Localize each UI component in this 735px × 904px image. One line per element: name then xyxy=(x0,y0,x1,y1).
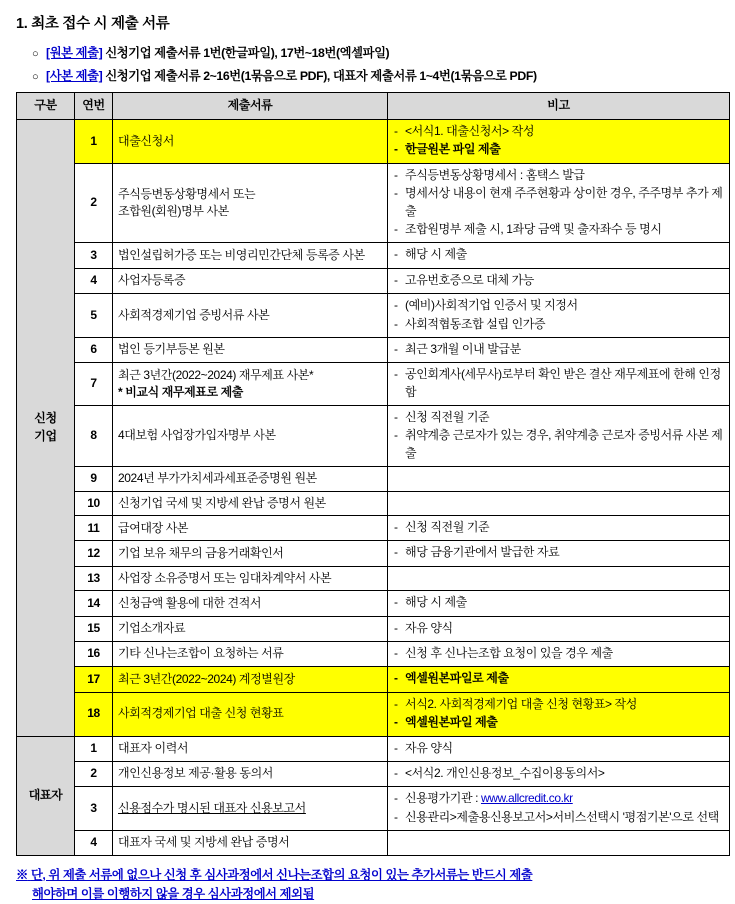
document-name-line: 최근 3년간(2022~2024) 재무제표 사본* xyxy=(118,367,314,382)
note-item: - 해당 시 제출 xyxy=(393,594,724,611)
bullet-tag: [원본 제출] xyxy=(46,46,103,60)
note-cell xyxy=(388,667,730,692)
document-name-text: 신용점수가 명시된 대표자 신용보고서 xyxy=(118,801,306,816)
document-name: 법인 등기부등본 원본 xyxy=(113,337,388,362)
bullet-item-copy xyxy=(32,66,725,84)
note-item: - <서식1. 대출신청서> 작성 xyxy=(393,123,724,140)
note-item: - 신청 후 신나는조합 요청이 있을 경우 제출 xyxy=(393,645,724,662)
table-row xyxy=(17,337,730,362)
row-number: 2 xyxy=(75,761,113,786)
note-cell xyxy=(388,294,730,338)
group-label-line: 기업 xyxy=(34,428,57,443)
document-name: 2024년 부가가치세과세표준증명원 원본 xyxy=(113,467,388,491)
note-item: - 명세서상 내용이 현재 주주현황과 상이한 경우, 주주명부 추가 제출 xyxy=(393,185,724,220)
row-number: 16 xyxy=(75,641,113,666)
document-name: 개인신용정보 제공·활용 동의서 xyxy=(113,761,388,786)
bullet-text: 신청기업 제출서류 2~16번(1묶음으로 PDF), 대표자 제출서류 1~4번(1묶음으로 PDF) xyxy=(105,69,537,83)
document-name: 기타 신나는조합이 요청하는 서류 xyxy=(113,641,388,666)
note-cell xyxy=(388,243,730,268)
document-name: 급여대장 사본 xyxy=(113,516,388,541)
note-cell xyxy=(388,641,730,666)
document-name: 기업소개자료 xyxy=(113,616,388,641)
note-cell xyxy=(388,692,730,736)
note-cell xyxy=(388,761,730,786)
table-row xyxy=(17,268,730,293)
column-header-group: 구분 xyxy=(17,93,75,120)
row-number: 9 xyxy=(75,467,113,491)
table-row xyxy=(17,541,730,566)
row-number: 2 xyxy=(75,163,113,243)
table-row xyxy=(17,616,730,641)
document-name: 대표자 이력서 xyxy=(113,736,388,761)
note-item: - 서식2. 사회적경제기업 대출 신청 현황표> 작성 xyxy=(393,696,724,713)
table-row xyxy=(17,516,730,541)
note-cell xyxy=(388,363,730,406)
row-number: 6 xyxy=(75,337,113,362)
document-name: 법인설립허가증 또는 비영리민간단체 등록증 사본 xyxy=(113,243,388,268)
note-item: - 주식등변동상황명세서 : 홈택스 발급 xyxy=(393,167,724,184)
document-name: 사업장 소유증명서 또는 임대차계약서 사본 xyxy=(113,566,388,590)
row-number: 4 xyxy=(75,831,113,855)
page-title: 1. 최초 접수 시 제출 서류 xyxy=(16,16,170,32)
table-row xyxy=(17,294,730,338)
note-item-label: 신용평가기관 : xyxy=(405,791,481,806)
column-header-document: 제출서류 xyxy=(113,93,388,120)
row-number: 7 xyxy=(75,363,113,406)
note-cell xyxy=(388,516,730,541)
bullet-tag: [사본 제출] xyxy=(46,69,103,83)
document-name: 기업 보유 채무의 금융거래확인서 xyxy=(113,541,388,566)
note-item: - 자유 양식 xyxy=(393,620,724,637)
row-number: 12 xyxy=(75,541,113,566)
group-label-representative xyxy=(17,736,75,855)
table-row xyxy=(17,120,730,164)
row-number: 8 xyxy=(75,406,113,467)
footnote-line-1: 단, 위 제출 서류에 없으나 신청 후 심사과정에서 신나는조합의 요청이 있는 추가서류는 반드시 제출 xyxy=(30,867,533,882)
group-label-line: 신청 xyxy=(34,411,57,426)
note-cell xyxy=(388,591,730,616)
row-number: 14 xyxy=(75,591,113,616)
note-item: - 해당 금융기관에서 발급한 자료 xyxy=(393,544,724,561)
note-cell xyxy=(388,616,730,641)
bullet-marker-icon: ○ xyxy=(32,71,39,83)
credit-agency-link[interactable]: www.allcredit.co.kr xyxy=(480,791,573,806)
row-number: 10 xyxy=(75,491,113,515)
row-number: 15 xyxy=(75,616,113,641)
note-item: - 해당 시 제출 xyxy=(393,246,724,263)
group-label-line: 대표자 xyxy=(28,787,63,802)
note-cell xyxy=(388,787,730,831)
note-item: - (예비)사회적기업 인증서 및 지정서 xyxy=(393,297,724,314)
note-item: - 사회적협동조합 설립 인가증 xyxy=(393,316,724,333)
table-row xyxy=(17,491,730,515)
table-row xyxy=(17,363,730,406)
note-item: - 취약계층 근로자가 있는 경우, 취약계층 근로자 증빙서류 사본 제출 xyxy=(393,427,724,462)
table-header-row xyxy=(17,93,730,120)
note-cell xyxy=(388,566,730,590)
bullet-list xyxy=(32,43,725,84)
note-cell xyxy=(388,163,730,243)
document-name xyxy=(113,363,388,406)
note-item: - 엑셀원본파일 제출 xyxy=(393,714,724,731)
footnote-line-2: 해야하며 이를 이행하지 않을 경우 심사과정에서 제외됨 xyxy=(32,886,315,901)
note-item: - 고유번호증으로 대체 가능 xyxy=(393,272,724,289)
document-name: 사회적경제기업 대출 신청 현황표 xyxy=(113,692,388,736)
note-cell xyxy=(388,268,730,293)
note-item-credit-agency xyxy=(393,790,724,807)
column-header-note: 비고 xyxy=(388,93,730,120)
note-item: - 공인회계사(세무사)로부터 확인 받은 결산 재무제표에 한해 인정함 xyxy=(393,366,724,401)
table-row xyxy=(17,692,730,736)
table-row xyxy=(17,761,730,786)
note-cell xyxy=(388,736,730,761)
document-name: 사업자등록증 xyxy=(113,268,388,293)
note-item: - 신청 직전월 기준 xyxy=(393,519,724,536)
note-cell xyxy=(388,831,730,855)
document-name xyxy=(113,787,388,831)
table-row xyxy=(17,591,730,616)
note-item: - 신청 직전월 기준 xyxy=(393,409,724,426)
document-name-line: * 비교식 재무제표로 제출 xyxy=(118,385,243,400)
document-name: 신청금액 활용에 대한 견적서 xyxy=(113,591,388,616)
note-cell xyxy=(388,541,730,566)
document-name: 사회적경제기업 증빙서류 사본 xyxy=(113,294,388,338)
document-name-line: 주식등변동상황명세서 또는 xyxy=(118,186,256,201)
bullet-text: 신청기업 제출서류 1번(한글파일), 17번~18번(엑셀파일) xyxy=(105,46,390,60)
row-number: 18 xyxy=(75,692,113,736)
table-row xyxy=(17,667,730,692)
document-name xyxy=(113,163,388,243)
row-number: 1 xyxy=(75,736,113,761)
document-name: 대출신청서 xyxy=(113,120,388,164)
note-cell xyxy=(388,491,730,515)
row-number: 5 xyxy=(75,294,113,338)
table-row xyxy=(17,163,730,243)
note-cell xyxy=(388,120,730,164)
submission-documents-table xyxy=(16,92,730,856)
footnote-marker-icon: ※ xyxy=(16,867,28,882)
row-number: 13 xyxy=(75,566,113,590)
row-number: 11 xyxy=(75,516,113,541)
table-row xyxy=(17,831,730,855)
table-row xyxy=(17,406,730,467)
note-cell xyxy=(388,337,730,362)
document-name: 신청기업 국세 및 지방세 완납 증명서 원본 xyxy=(113,491,388,515)
column-header-no: 연번 xyxy=(75,93,113,120)
note-item: - 자유 양식 xyxy=(393,740,724,757)
row-number: 3 xyxy=(75,787,113,831)
table-row xyxy=(17,566,730,590)
table-row xyxy=(17,787,730,831)
note-item: - 최근 3개월 이내 발급분 xyxy=(393,341,724,358)
table-row xyxy=(17,736,730,761)
table-row xyxy=(17,641,730,666)
document-name: 4대보험 사업장가입자명부 사본 xyxy=(113,406,388,467)
bullet-marker-icon: ○ xyxy=(32,48,39,60)
document-name: 대표자 국세 및 지방세 완납 증명서 xyxy=(113,831,388,855)
note-cell xyxy=(388,406,730,467)
row-number: 3 xyxy=(75,243,113,268)
document-name-line: 조합원(회원)명부 사본 xyxy=(118,204,229,219)
note-item: - <서식2. 개인신용정보_수집이용동의서> xyxy=(393,765,724,782)
table-row xyxy=(17,243,730,268)
bullet-item-original xyxy=(32,43,725,61)
note-item: - 한글원본 파일 제출 xyxy=(393,141,724,158)
row-number: 4 xyxy=(75,268,113,293)
document-name: 최근 3년간(2022~2024) 계정별원장 xyxy=(113,667,388,692)
row-number: 17 xyxy=(75,667,113,692)
footnote xyxy=(16,866,719,904)
note-item: - 신용관리>제출용신용보고서>서비스선택시 '평점기본'으로 선택 xyxy=(393,809,724,826)
note-cell xyxy=(388,467,730,491)
group-label-applicant xyxy=(17,120,75,737)
note-item: - 조합원명부 제출 시, 1좌당 금액 및 출자좌수 등 명시 xyxy=(393,221,724,238)
note-item: - 엑셀원본파일로 제출 xyxy=(393,670,724,687)
row-number: 1 xyxy=(75,120,113,164)
table-row xyxy=(17,467,730,491)
